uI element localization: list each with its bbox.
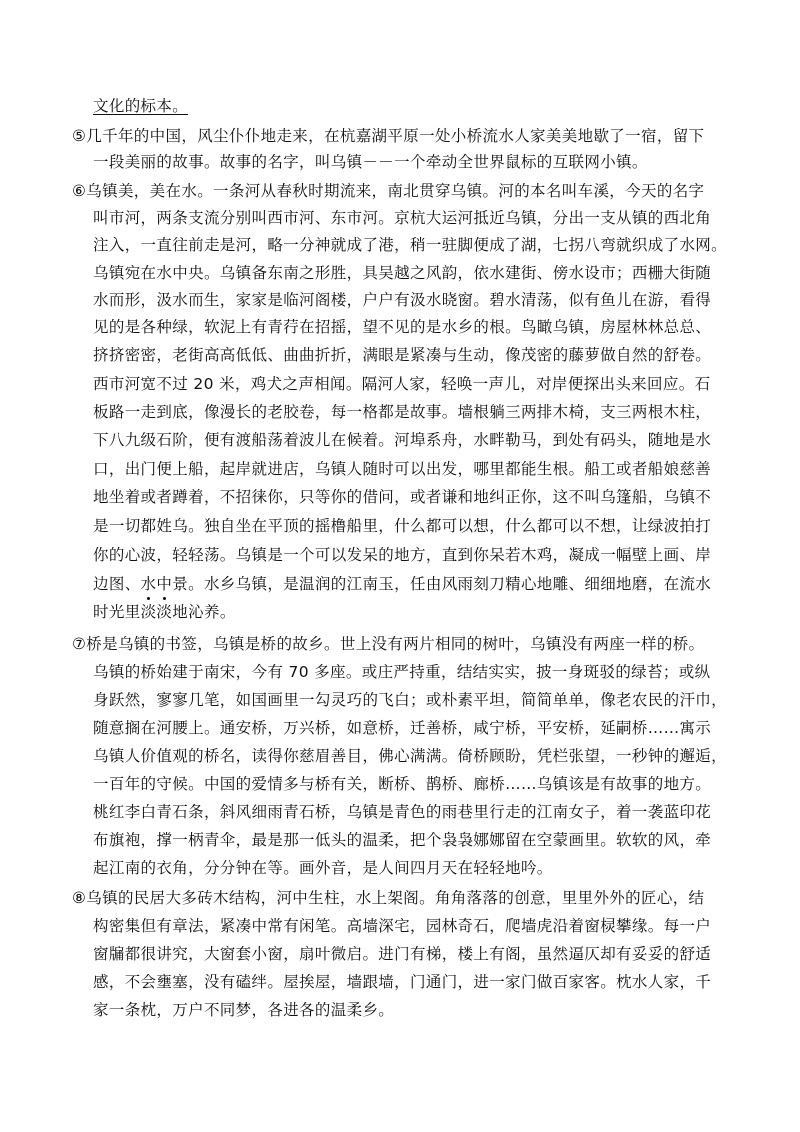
paragraph-6-line: 乌镇宛在水中央。乌镇备东南之形胜，具吴越之风韵，依水建街、傍水设市；西栅大街随 [93,264,712,282]
paragraph-6-line: 挤挤密密，老街高高低低、曲曲折折，满眼是紧凑与生动，像茂密的藤萝做自然的舒卷。 [93,346,712,364]
text-segment: 时光里 [93,603,141,621]
paragraph-8-line: 构密集但有章法，紧凑中常有闲笔。高墙深宅，园林奇石，爬墙虎沿着窗棂攀缘。每一户 [93,917,712,935]
paragraph-6-line: 口，出门便上船，起岸就进店，乌镇人随时可以出发，哪里都能生根。船工或者船娘慈善 [93,460,712,478]
paragraph-7-line: 一百年的守候。中国的爱情多与桥有关，断桥、鹊桥、廊桥……乌镇该是有故事的地方。 [93,775,712,793]
paragraph-6-line: 地坐着或者蹲着，不招徕你，只等你的借问，或者谦和地纠正你，这不叫乌篷船，乌镇不 [93,488,712,506]
paragraph-7-line: 身跃然，寥寥几笔，如国画里一勾灵巧的飞白；或朴素平坦，简简单单，像老农民的汗巾， [93,691,728,709]
paragraph-6-line: 水而形，汲水而生，家家是临河阁楼，户户有汲水晓窗。碧水清荡，似有鱼儿在游，看得 [93,291,712,309]
paragraph-8-line: 家一条枕，万户不同梦，各进各的温柔乡。 [93,1001,395,1019]
paragraph-6-line: 你的心波，轻轻荡。乌镇是一个可以发呆的地方，直到你呆若木鸡，凝成一幅壁上画、岸 [93,546,712,564]
paragraph-6-line: 叫市河，两条支流分别叫西市河、东市河。京杭大运河抵近乌镇，分出一支从镇的西北角 [93,209,712,227]
paragraph-7-line: 起江南的衣角，分分钟在等。画外音，是人间四月天在轻轻地吟。 [93,859,553,877]
paragraph-7-line: ⑦桥是乌镇的书签，乌镇是桥的故乡。世上没有两片相同的树叶，乌镇没有两座一样的桥。 [72,635,705,653]
paragraph-6-line: 是一切都姓乌。独自坐在平顶的摇橹船里，什么都可以想，什么都可以不想，让绿波拍打 [93,517,712,535]
paragraph-8-line: ⑧乌镇的民居大多砖木结构，河中生柱，水上架阁。角角落落的创意，里里外外的匠心，结 [72,889,705,907]
paragraph-6-line: 见的是各种绿，软泥上有青荇在招摇，望不见的是水乡的根。鸟瞰乌镇，房屋林林总总、 [93,318,712,336]
paragraph-6-line: 边图、水中景。水乡乌镇，是温润的江南玉，任由风雨刻刀精心地雕、细细地磨，在流水 [93,575,712,593]
paragraph-6-line: 板路一走到底，像漫长的老胶卷，每一格都是故事。墙根躺三两排木椅，支三两根木柱， [93,403,712,421]
paragraph-7-line: 桃红李白青石条，斜风细雨青石桥，乌镇是青色的雨巷里行走的江南女子，着一袭蓝印花 [93,803,712,821]
paragraph-8-line: 感，不会壅塞，没有磕绊。屋挨屋，墙跟墙，门通门，进一家门做百家客。枕水人家，千 [93,973,712,991]
paragraph-5-line: 一段美丽的故事。故事的名字，叫乌镇－－一个牵动全世界鼠标的互联网小镇。 [93,153,648,171]
paragraph-6-line: 注入，一直往前走是河，略一分神就成了港，稍一驻脚便成了湖，七拐八弯就织成了水网。 [93,236,728,254]
paragraph-6-line: 下八九级石阶，便有渡船荡着波儿在候着。河埠系舟，水畔勒马，到处有码头，随地是水 [93,431,712,449]
paragraph-6-line: 西市河宽不过 20 米，鸡犬之声相闻。隔河人家，轻唤一声儿，对岸便探出头来回应。石 [93,375,711,393]
paragraph-7-line: 随意搁在河腰上。通安桥，万兴桥，如意桥，迁善桥，咸宁桥，平安桥，延嗣桥……寓示 [93,719,712,737]
text-segment: 地沁养。 [172,603,236,621]
paragraph-7-line: 乌镇人价值观的桥名，读得你慈眉善目，佛心满满。倚桥顾盼，凭栏张望，一秒钟的邂逅， [93,747,728,765]
text-line: 文化的标本。 [93,97,189,115]
paragraph-6-line-emphasized [93,602,236,622]
paragraph-7-line: 布旗袍，撑一柄青伞，最是那一低头的温柔，把个袅袅娜娜留在空蒙画里。软软的风，牵 [93,831,712,849]
paragraph-6-line: ⑥乌镇美，美在水。一条河从春秋时期流来，南北贯穿乌镇。河的本名叫车溪，今天的名字 [72,182,705,200]
emphasis-dot-char: 淡 [156,603,173,621]
paragraph-5-line: ⑤几千年的中国，风尘仆仆地走来，在杭嘉湖平原一处小桥流水人家美美地歇了一宿，留下 [72,127,705,145]
emphasis-dot-char: 淡 [140,603,157,621]
paragraph-8-line: 窗牖都很讲究，大窗套小窗，扇叶微启。进门有梯，楼上有阁，虽然逼仄却有妥妥的舒适 [93,945,712,963]
paragraph-7-line: 乌镇的桥始建于南宋，今有 70 多座。或庄严持重，结结实实，披一身斑驳的绿苔；或纵 [93,663,711,681]
